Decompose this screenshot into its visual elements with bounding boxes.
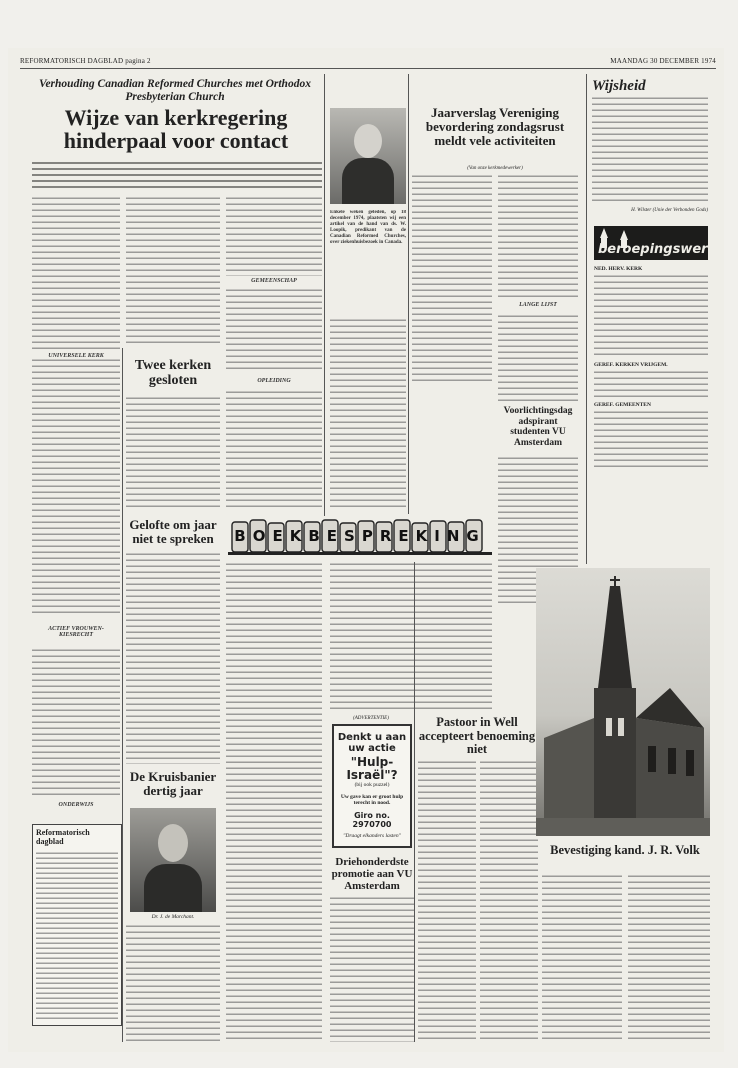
geref-gem-text <box>594 410 708 470</box>
hulp-israel-ad <box>332 724 412 848</box>
ad-giro: Giro no. 2970700 <box>352 810 392 829</box>
lead-column-1 <box>32 196 120 616</box>
pastoor-column-2 <box>480 760 538 1042</box>
gelofte-headline: Gelofte om jaar niet te spreken <box>129 517 217 546</box>
newspaper-page <box>8 48 724 1052</box>
gelofte-text <box>126 552 220 764</box>
lead-column-3b <box>226 288 322 372</box>
column-divider <box>582 74 583 634</box>
zondagsrust-byline: (Van onze kerkmedewerker) <box>467 166 523 171</box>
pastoor-column-1 <box>418 760 476 1042</box>
zondagsrust-column-2 <box>498 174 578 300</box>
bevestiging-headline: Bevestiging kand. J. R. Volk <box>550 843 700 857</box>
section-opleiding: OPLEIDING <box>257 378 291 384</box>
ad-label: (ADVERTENTIE) <box>353 716 389 721</box>
driehonderdste-headline: Driehonderdste promotie aan VU Amsterdam <box>331 856 413 892</box>
zondagsrust-headline: Jaarverslag Vereniging bevordering zondagsrust meldt vele activiteiten <box>425 105 565 148</box>
section-universele-kerk: UNIVERSELE KERK <box>32 353 120 359</box>
sidebar-box-text <box>36 851 118 1021</box>
ad-line-1: Denkt u aan uw actie <box>337 732 407 754</box>
opleiding-text <box>226 390 322 510</box>
boekbespreking-column-1 <box>226 562 322 1042</box>
boekbespreking-column-3 <box>412 562 492 712</box>
beroepingswerk-banner <box>594 226 717 260</box>
section-lange-lijst: LANGE LIJST <box>519 302 557 308</box>
column-rule-1 <box>324 74 325 516</box>
kruisbanier-head-icon <box>158 824 188 862</box>
ad-line-3: (bij ook puzzel) <box>354 782 390 788</box>
pastoor-headline: Pastoor in Well accepteert benoeming niet <box>418 715 536 756</box>
column-rule-3 <box>586 74 587 564</box>
masthead <box>20 56 716 69</box>
section-actief-vrouwenkiesrecht: ACTIEF VROUWEN-KIESRECHT <box>32 626 120 638</box>
boekbespreking-column-2 <box>330 562 412 712</box>
ned-herv-text <box>594 274 708 358</box>
lead-column-2 <box>126 196 220 346</box>
boekbespreking-title: BOEKBESPREKING <box>234 527 486 545</box>
bevestiging-column-1 <box>542 874 622 1042</box>
lead-column-3 <box>226 196 322 276</box>
kruisbanier-body-icon <box>144 864 202 912</box>
zondagsrust-column-2b <box>498 314 578 402</box>
kruisbanier-headline: De Kruisbanier dertig jaar <box>129 769 217 798</box>
kruisbanier-text <box>126 924 220 1042</box>
boekbespreking-banner <box>226 516 494 558</box>
geref-gem-heading: GEREF. GEMEENTEN <box>594 402 651 408</box>
twee-kerken-headline: Twee kerken gesloten <box>134 358 212 388</box>
wisdom-text <box>592 96 708 204</box>
column-rule-4 <box>122 348 123 1042</box>
twee-kerken-text <box>126 396 220 510</box>
driehonderdste-text <box>330 896 414 1042</box>
ned-herv-heading: NED. HERV. KERK <box>594 266 643 272</box>
geref-vrijgem-heading: GEREF. KERKEN VRIJGEM. <box>594 362 668 368</box>
lead-column-1b <box>32 648 120 796</box>
sidebar-box-title: Reformatorisch dagblad <box>36 828 90 846</box>
section-onderwijs: ONDERWIJS <box>32 802 120 808</box>
portrait-body-icon <box>342 158 394 204</box>
church-icon <box>536 568 710 836</box>
column-rule-5 <box>414 562 415 1042</box>
bevestiging-column-2 <box>628 874 710 1042</box>
portrait-caption: Enkele weken geleden, op 18 december 1974, plaatsten wij een artikel van de hand van ds. W. Loopik, predikant van de Canadian Reformed Churches, over ziekenhuisbezoek in Canada. <box>330 210 406 245</box>
ad-line-2: "Hulp-Israël"? <box>346 755 398 782</box>
column-rule-2 <box>408 74 409 514</box>
portrait-photo <box>330 108 406 204</box>
masthead-left: REFORMATORISCH DAGBLAD pagina 2 <box>20 57 151 65</box>
kruisbanier-caption: Dr. J. de Marchant. <box>151 914 195 920</box>
beroepingswerk-title: beroepingswerk <box>598 242 717 257</box>
voorlichting-headline: Voorlichtingsdag adspirant studenten VU Amsterdam <box>503 406 573 448</box>
wisdom-title: Wijsheid <box>592 78 646 94</box>
section-gemeenschap: GEMEENSCHAP <box>226 278 322 284</box>
lead-intro <box>32 160 322 188</box>
lead-kicker: Verhouding Canadian Reformed Churches met Orthodox Presbyterian Church <box>39 78 311 103</box>
church-photo <box>536 568 710 836</box>
lead-headline: Wijze van kerkregering hinderpaal voor contact <box>63 105 289 153</box>
sidebar-box <box>32 824 122 1026</box>
ad-line-4: Uw gave kan er groot hulp terecht in nood. <box>340 794 404 807</box>
portrait-head-icon <box>354 124 382 158</box>
geref-vrijgem-text <box>594 370 708 398</box>
zondagsrust-column-1 <box>412 174 492 384</box>
ad-line-6: "Draagt elkanders lasten" <box>343 832 401 839</box>
lead-column-4 <box>330 318 406 510</box>
kruisbanier-photo <box>130 808 216 912</box>
wisdom-author: H. Wilster (Unie der Verbonden Gods) <box>631 208 708 213</box>
masthead-date: MAANDAG 30 DECEMBER 1974 <box>610 57 716 65</box>
